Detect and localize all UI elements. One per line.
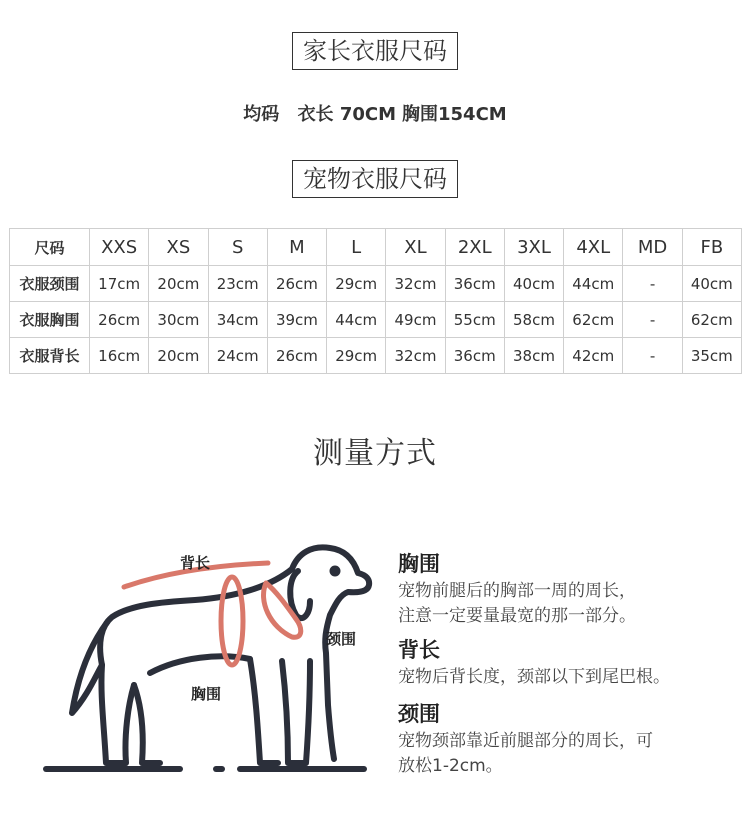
table-cell: - <box>623 338 682 374</box>
size-header: 2XL <box>445 229 504 266</box>
table-cell: 20cm <box>149 266 208 302</box>
table-cell: 16cm <box>90 338 149 374</box>
neck-description-line: 放松1-2cm。 <box>398 756 503 776</box>
size-header: 4XL <box>564 229 623 266</box>
table-cell: 36cm <box>445 338 504 374</box>
size-header: MD <box>623 229 682 266</box>
dog-measurement-diagram <box>30 535 380 780</box>
back-length-label: 背长 <box>180 554 211 572</box>
back-description-title: 背长 <box>398 638 440 662</box>
neck-description-line: 宠物颈部靠近前腿部分的周长，可 <box>398 731 653 751</box>
table-cell: 34cm <box>208 302 267 338</box>
table-header-row <box>10 229 742 266</box>
table-cell: 26cm <box>90 302 149 338</box>
pet-size-title: 宠物衣服尺码 <box>292 160 458 198</box>
table-cell: - <box>623 302 682 338</box>
neck-label: 颈围 <box>326 630 357 648</box>
table-cell: 58cm <box>504 302 563 338</box>
chest-description-text <box>398 579 738 629</box>
table-corner: 尺码 <box>10 229 90 266</box>
measure-heading: 测量方式 <box>313 436 437 471</box>
size-header: S <box>208 229 267 266</box>
table-cell: 55cm <box>445 302 504 338</box>
table-cell: 42cm <box>564 338 623 374</box>
table-cell: 40cm <box>504 266 563 302</box>
adult-size-length: 衣长 70CM <box>297 104 396 125</box>
table-cell: 17cm <box>90 266 149 302</box>
back-description <box>398 637 738 690</box>
size-header: FB <box>682 229 741 266</box>
table-row <box>10 266 742 302</box>
table-cell: 62cm <box>564 302 623 338</box>
size-header: L <box>327 229 386 266</box>
adult-size-line <box>0 100 750 126</box>
table-cell: 30cm <box>149 302 208 338</box>
adult-size-chest: 胸围154CM <box>402 104 507 125</box>
table-cell: 38cm <box>504 338 563 374</box>
table-cell: 29cm <box>327 266 386 302</box>
size-header: XL <box>386 229 445 266</box>
chest-description-line: 宠物前腿后的胸部一周的周长， <box>398 581 636 601</box>
row-label: 衣服胸围 <box>10 302 90 338</box>
table-row <box>10 302 742 338</box>
chest-description-line: 注意一定要量最宽的那一部分。 <box>398 606 636 626</box>
adult-size-label: 均码 <box>243 104 280 125</box>
size-header: 3XL <box>504 229 563 266</box>
table-cell: 62cm <box>682 302 741 338</box>
chest-description <box>398 551 738 629</box>
table-cell: 26cm <box>267 338 326 374</box>
table-cell: 32cm <box>386 338 445 374</box>
table-cell: 44cm <box>327 302 386 338</box>
table-cell: 49cm <box>386 302 445 338</box>
table-cell: 24cm <box>208 338 267 374</box>
size-header: XS <box>149 229 208 266</box>
table-row <box>10 338 742 374</box>
table-cell: 36cm <box>445 266 504 302</box>
table-cell: 39cm <box>267 302 326 338</box>
table-cell: 29cm <box>327 338 386 374</box>
row-label: 衣服颈围 <box>10 266 90 302</box>
parent-size-title: 家长衣服尺码 <box>292 32 458 70</box>
dog-outline-icon <box>72 547 369 763</box>
neck-description-text <box>398 729 738 779</box>
table-cell: 20cm <box>149 338 208 374</box>
chest-description-title: 胸围 <box>398 552 440 576</box>
table-cell: 35cm <box>682 338 741 374</box>
back-description-line: 宠物后背长度，颈部以下到尾巴根。 <box>398 667 670 687</box>
table-cell: 44cm <box>564 266 623 302</box>
chest-measure-loop <box>221 577 243 665</box>
size-header: M <box>267 229 326 266</box>
pet-size-table <box>9 228 742 374</box>
neck-description <box>398 701 738 779</box>
chest-label: 胸围 <box>191 685 222 703</box>
table-cell: - <box>623 266 682 302</box>
table-cell: 26cm <box>267 266 326 302</box>
neck-description-title: 颈围 <box>398 702 440 726</box>
back-description-text <box>398 665 738 690</box>
table-cell: 40cm <box>682 266 741 302</box>
row-label: 衣服背长 <box>10 338 90 374</box>
table-cell: 23cm <box>208 266 267 302</box>
size-header: XXS <box>90 229 149 266</box>
table-cell: 32cm <box>386 266 445 302</box>
